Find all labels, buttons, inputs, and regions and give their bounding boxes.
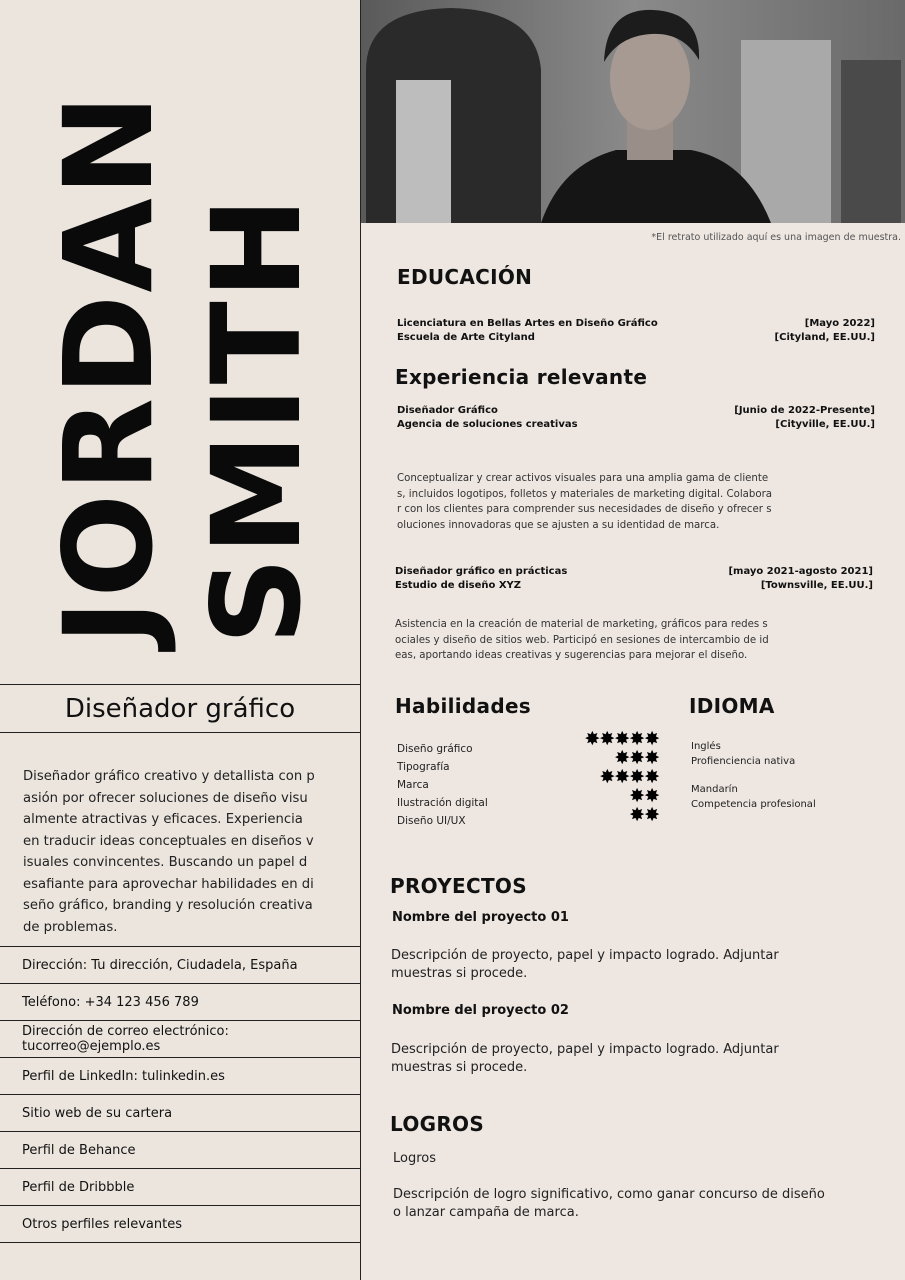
project-description-1: Descripción de proyecto, papel y impacto logrado. Adjuntar muestras si procede. <box>391 948 779 981</box>
language-level: Profienciencia nativa <box>691 755 796 767</box>
skills-heading: Habilidades <box>395 694 532 718</box>
job-date-2: [mayo 2021-agosto 2021] <box>728 566 873 577</box>
job-title-1: Diseñador Gráfico <box>397 405 498 416</box>
profile-summary: Diseñador gráfico creativo y detallista con pasión por ofrecer soluciones de diseño visualmente atractivas y eficaces. Experiencia en traducir ideas conceptuales en diseños visuales convincentes. Buscando un papel desafiante para aprovechar habilidades en diseño gráfico, branding y resolución creativa de problemas. <box>23 769 315 935</box>
skill-name: Tipografía <box>397 761 450 773</box>
job-description-2: Asistencia en la creación de material de marketing, gráficos para redes sociales y diseño de sitios web. Participó en sesiones de intercambio de ideas, aportando ideas creativas y sugerencias para mejorar el diseño. <box>395 619 769 661</box>
project-name-2: Nombre del proyecto 02 <box>392 1003 569 1018</box>
job-title-2: Diseñador gráfico en prácticas <box>395 566 568 577</box>
contact-portfolio: Sitio web de su cartera <box>0 1094 360 1131</box>
first-name: JORDAN <box>38 92 180 645</box>
job-company-1: Agencia de soluciones creativas <box>397 419 578 430</box>
education-degree: Licenciatura en Bellas Artes en Diseño Gráfico <box>397 318 658 329</box>
skill-name: Diseño gráfico <box>397 743 473 755</box>
right-panel <box>361 0 905 1280</box>
projects-heading: PROYECTOS <box>390 874 527 898</box>
contact-linkedin: Perfil de LinkedIn: tulinkedin.es <box>0 1057 360 1094</box>
job-description-1: Conceptualizar y crear activos visuales para una amplia gama de clientes, incluidos logotipos, folletos y materiales de marketing digital. Colaborar con los clientes para comprender sus necesidades de diseño y ofrecer soluciones innovadoras que se ajusten a su identidad de marca. <box>397 473 773 531</box>
contact-phone: Teléfono: +34 123 456 789 <box>0 983 360 1020</box>
contact-other: Otros perfiles relevantes <box>0 1205 360 1243</box>
skill-name: Ilustración digital <box>397 797 488 809</box>
photo-caption: *El retrato utilizado aquí es una imagen de muestra. <box>651 232 901 243</box>
job-place-2: [Townsville, EE.UU.] <box>760 580 873 591</box>
star-rating-icon: ✸✸ <box>629 785 659 807</box>
star-rating-icon: ✸✸✸ <box>614 747 659 769</box>
portrait-image <box>361 0 905 223</box>
achievement-description: Descripción de logro significativo, como ganar concurso de diseño o lanzar campaña de marca. <box>393 1187 825 1220</box>
contact-email: Dirección de correo electrónico: tucorreo@ejemplo.es <box>0 1020 360 1057</box>
star-rating-icon: ✸✸ <box>629 804 659 826</box>
portrait-photo <box>361 0 905 223</box>
job-title: Diseñador gráfico <box>0 684 360 733</box>
education-row <box>397 317 875 345</box>
star-rating-icon: ✸✸✸✸ <box>599 766 659 788</box>
job-company-2: Estudio de diseño XYZ <box>395 580 522 591</box>
language-name: Inglés <box>691 741 721 752</box>
achievement-label: Logros <box>393 1151 437 1166</box>
job-place-1: [Cityville, EE.UU.] <box>775 419 875 430</box>
contact-address: Dirección: Tu dirección, Ciudadela, España <box>0 946 360 983</box>
contact-dribbble: Perfil de Dribbble <box>0 1168 360 1205</box>
education-school: Escuela de Arte Cityland <box>397 332 535 343</box>
last-name: SMITH <box>186 195 328 645</box>
contact-behance: Perfil de Behance <box>0 1131 360 1168</box>
job-row-1 <box>397 404 875 432</box>
star-rating-icon: ✸✸✸✸✸ <box>584 728 659 750</box>
language-name: Mandarín <box>691 784 738 795</box>
job-date-1: [Junio de 2022-Presente] <box>734 405 875 416</box>
left-panel <box>0 0 361 1280</box>
contact-list <box>0 946 360 1243</box>
project-description-2: Descripción de proyecto, papel y impacto logrado. Adjuntar muestras si procede. <box>391 1042 779 1075</box>
language-level: Competencia profesional <box>691 798 816 810</box>
project-name-1: Nombre del proyecto 01 <box>392 910 569 925</box>
language-heading: IDIOMA <box>689 694 775 718</box>
name-block <box>0 30 360 670</box>
language-list <box>691 740 816 812</box>
skills-list <box>397 740 488 830</box>
education-date: [Mayo 2022] <box>804 318 875 329</box>
skill-name: Diseño UI/UX <box>397 815 466 827</box>
achievements-heading: LOGROS <box>390 1112 485 1136</box>
skill-ratings <box>559 730 659 825</box>
experience-heading: Experiencia relevante <box>395 365 648 389</box>
education-place: [Cityland, EE.UU.] <box>774 332 875 343</box>
skill-name: Marca <box>397 779 429 791</box>
job-row-2 <box>395 565 873 593</box>
education-heading: EDUCACIÓN <box>397 265 533 289</box>
